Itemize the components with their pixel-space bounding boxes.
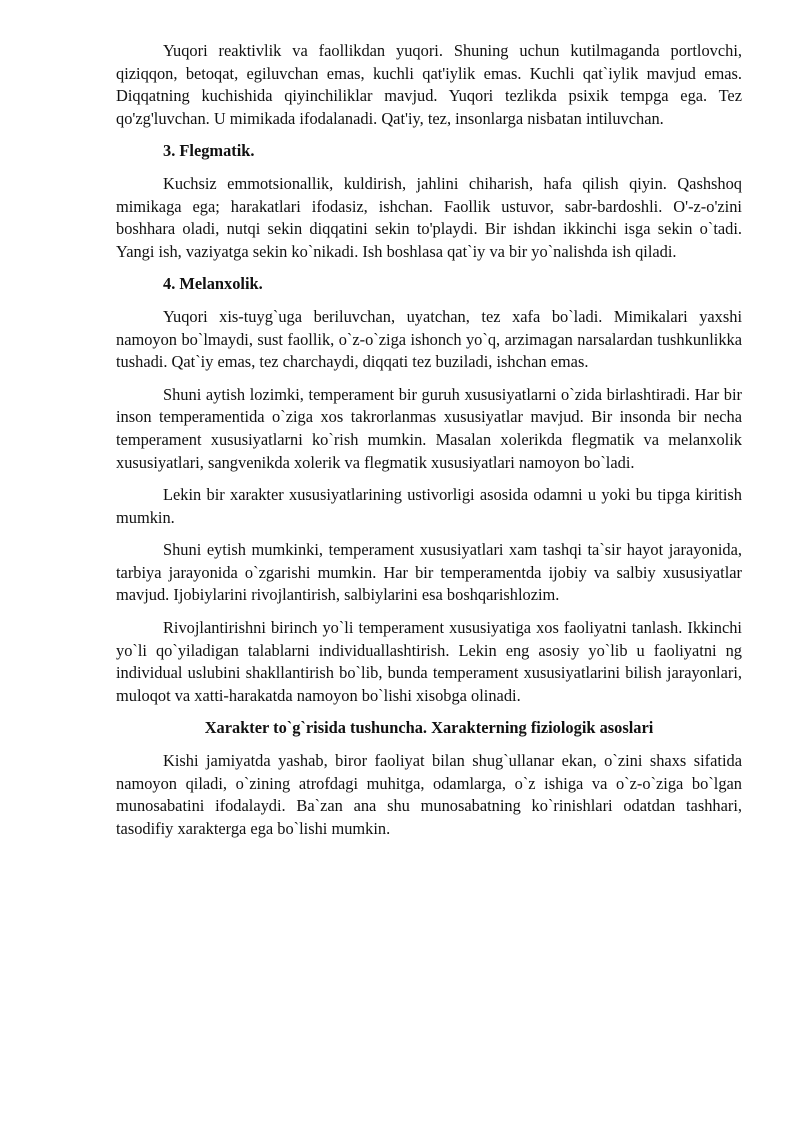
heading-melanxolik: 4. Melanxolik.	[163, 274, 263, 294]
paragraph-2: Kuchsiz emmotsionallik, kuldirish, jahlini chiharish, hafa qilish qiyin. Qashshoq mimikaga ega; harakatlari ifodasiz, ishchan. Faollik ustuvor, sabr-bardoshli. O'-z-o'zini boshhara oladi, nutqi sekin diqqatini sekin to'playdi. Bir ishdan ikkinchi isga sekin o`tadi. Yangi ish, vaziyatga sekin ko`nikadi. Ish boshlasa qat`iy va bir yo`nalishda ish qiladi.	[116, 173, 742, 261]
paragraph-3: Yuqori xis-tuyg`uga beriluvchan, uyatchan, tez xafa bo`ladi. Mimikalari yaxshi namoyon bo`lmaydi, sust faollik, o`z-o`ziga ishonch yo`q, arzimagan narsalardan tushkunlikka tushadi. Qat`iy emas, tez charchaydi, diqqati tez buziladi, ishchan emas.	[116, 306, 742, 372]
paragraph-1: Yuqori reaktivlik va faollikdan yuqori. Shuning uchun kutilmaganda portlovchi, qiziqqon, betoqat, egiluvchan emas, kuchli qat'iylik emas. Kuchli qat`iylik mavjud emas. Diqqatning kuchishida qiyinchiliklar mavjud. Yuqori tezlikda psixik tempga ega. Tez qo'zg'luvchan. U mimikada ifodalanadi. Qat'iy, tez, insonlarga nisbatan intiluvchan.	[116, 41, 742, 128]
paragraph-8: Kishi jamiyatda yashab, biror faoliyat bilan shug`ullanar ekan, o`zini shaxs sifatida namoyon qiladi, o`zining atrofdagi muhitga, odamlarga, o`z ishiga va o`z-o`ziga bo`lgan munosabatini ifodalaydi. Ba`zan ana shu munosabatning ko`rinishlari odatdan tashhari, tasodifiy xarakterga ega bo`lishi mumkin.	[116, 751, 742, 838]
paragraph-7: Rivojlantirishni birinch yo`li temperament xususiyatiga xos faoliyatni tanlash. Ikkinchi yo`li qo`yiladigan talablarni individuallashtirish. Lekin eng asosiy yo`lib u faoliyatni ng individual uslubini shakllantirish bo`lib, bunda temperament xususiyatlarini bilish jarayonlari, muloqot va xatti-harakatda namoyon bo`lishi xisobga olinadi.	[116, 618, 742, 705]
paragraph-4: Shuni aytish lozimki, temperament bir guruh xususiyatlarni o`zida birlashtiradi. Har bir inson temperamentida o`ziga xos takrorlanmas xususiyatlar mavjud. Bir insonda bir necha temperament xususiyatlarni ko`rish mumkin. Masalan xolerikda flegmatik va melanxolik xususiyatlari, sangvenikda xolerik va flegmatik xususiyatlari namoyon bo`ladi.	[116, 384, 742, 472]
heading-flegmatik: 3. Flegmatik.	[163, 141, 255, 161]
paragraph-6: Shuni eytish mumkinki, temperament xususiyatlari xam tashqi ta`sir hayot jarayonida, tarbiya jarayonida o`zgarishi mumkin. Har bir temperamentda ijobiy va salbiy xususiyatlar mavjud. Ijobiylarini rivojlantirish, salbiylarini esa boshqarishlozim.	[116, 540, 742, 605]
document-page	[116, 40, 742, 850]
paragraph-5: Lekin bir xarakter xususiyatlarining ustivorligi asosida odamni u yoki bu tipga kiritish mumkin.	[116, 485, 742, 527]
section-heading-xarakter: Xarakter to`g`risida tushuncha. Xarakterning fiziologik asoslari	[204, 718, 654, 738]
